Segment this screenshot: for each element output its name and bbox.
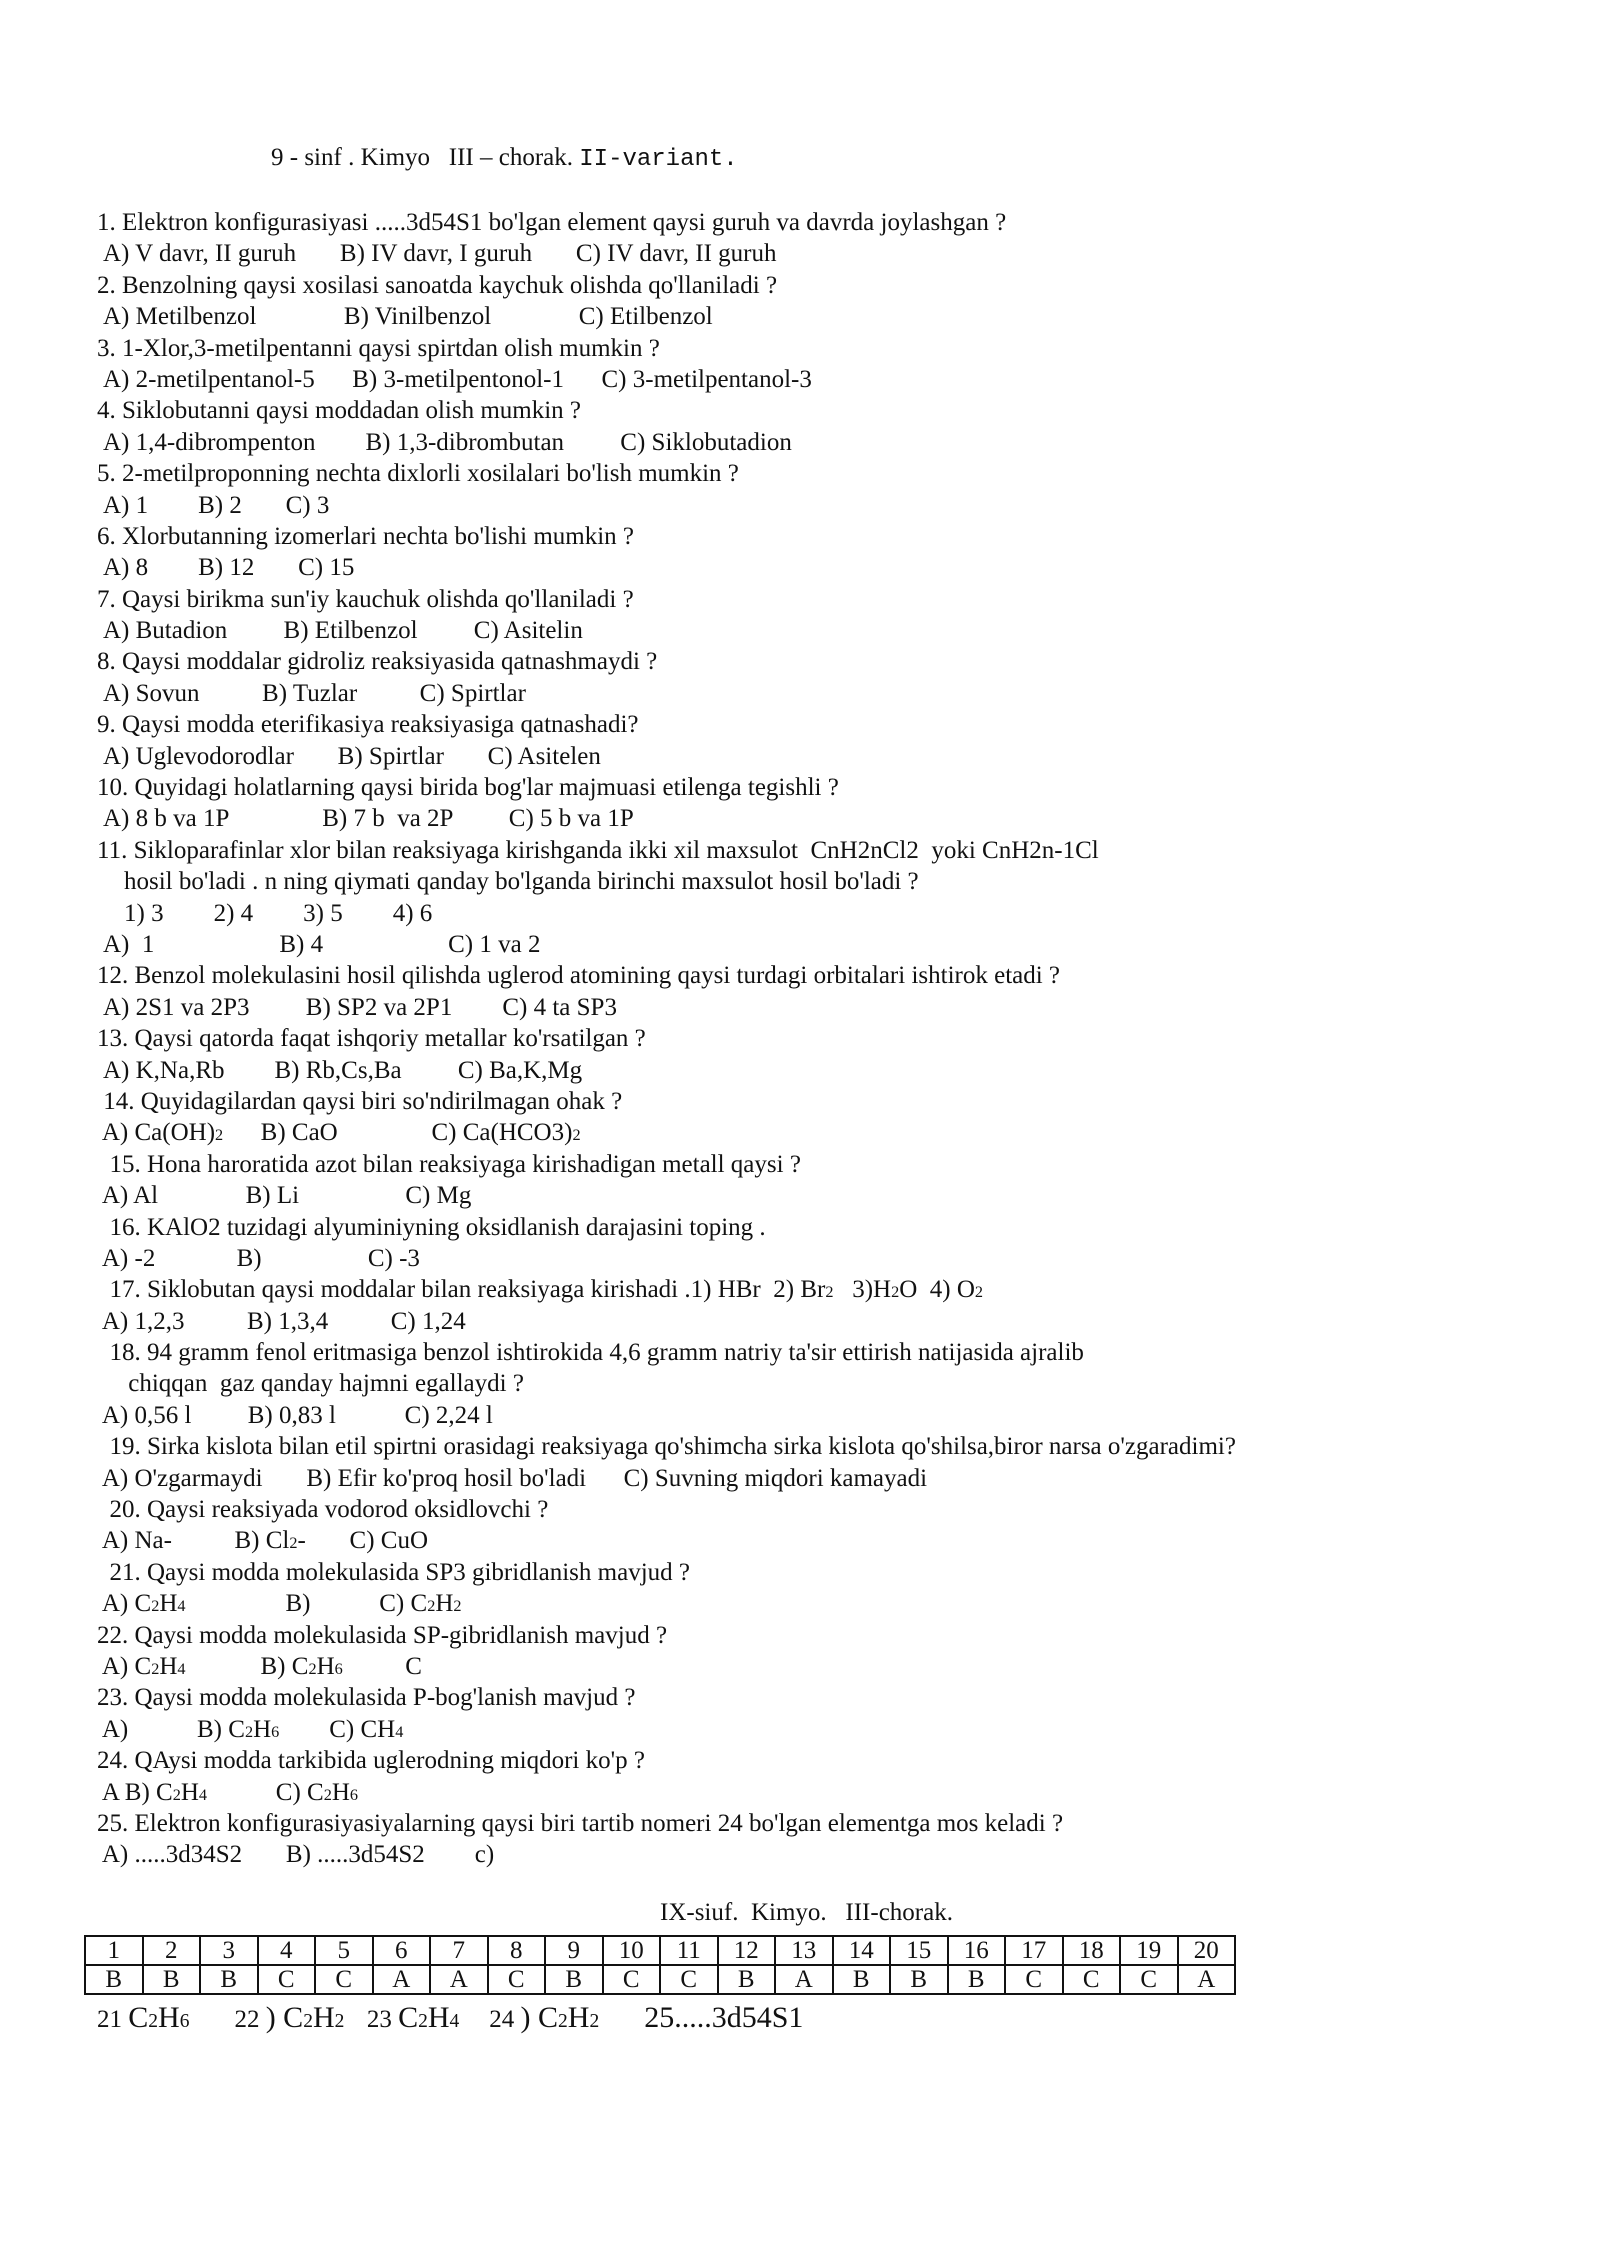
- question-continuation-line: 1) 3 2) 4 3) 5 4) 6: [124, 899, 433, 927]
- question-line: 4. Siklobutanni qaysi moddadan olish mumkin ?: [97, 397, 581, 425]
- answer-key-number-cell: 2: [143, 1936, 201, 1965]
- question-line: A) $C_2H_4$ B) C) $C_2H_2$: [97, 1590, 462, 1618]
- answer-key-number-cell: 11: [660, 1936, 718, 1965]
- page-title: [271, 142, 738, 176]
- question-line: 25. Elektron konfigurasiyasiyalarning qaysi biri tartib nomeri 24 bo'lgan elementga mos keladi ?: [97, 1809, 1064, 1837]
- question-line: 18. 94 gramm fenol eritmasiga benzol ishtirokida 4,6 gramm natriy ta'sir ettirish natijasida ajralib: [97, 1339, 1084, 1367]
- answer-key-answer-cell: A: [1178, 1965, 1236, 1994]
- answer-key-answer-cell: C: [603, 1965, 661, 1994]
- answer-key-answer-cell: B: [200, 1965, 258, 1994]
- question-line: 3. 1-Xlor,3-metilpentanni qaysi spirtdan olish mumkin ?: [97, 334, 660, 362]
- title-text: 9 - sinf . Kimyo III – chorak.: [271, 144, 574, 171]
- question-list: [97, 207, 1517, 1871]
- answer-key-number-cell: 14: [833, 1936, 891, 1965]
- answer-options-line: A) 1 B) 2 C) 3: [103, 491, 330, 519]
- answer-key-number-cell: 4: [258, 1936, 316, 1965]
- question-line: 1. Elektron konfigurasiyasi .....3d54S1 bo'lgan element qaysi guruh va davrda joylashgan ?: [97, 209, 1007, 236]
- question-line: 2. Benzolning qaysi xosilasi sanoatda kaychuk olishda qo'llaniladi ?: [97, 271, 778, 299]
- answer-options-line: A) V davr, II guruh B) IV davr, I guruh C) IV davr, II guruh: [103, 240, 777, 268]
- answer-key-answer-cell: B: [718, 1965, 776, 1994]
- answer-options-line: A) Sovun B) Tuzlar C) Spirtlar: [103, 679, 526, 707]
- answer-key-number-cell: 15: [890, 1936, 948, 1965]
- answer-options-line: A) Butadion B) Etilbenzol C) Asitelin: [103, 617, 583, 645]
- question-line: 22. Qaysi modda molekulasida SP-gibridlanish mavjud ?: [97, 1621, 668, 1649]
- answer-key-answer-cell: C: [258, 1965, 316, 1994]
- question-line: 16. KAlO2 tuzidagi alyuminiyning oksidlanish darajasini toping .: [97, 1213, 766, 1241]
- question-line: A) Na- B) $Cl_2-$ C) CuO: [97, 1527, 429, 1555]
- answer-key-numbers-row: [85, 1936, 1235, 1965]
- question-line: 24. QAysi modda tarkibida uglerodning miqdori ko'p ?: [97, 1747, 645, 1775]
- answer-key-number-cell: 19: [1120, 1936, 1178, 1965]
- question-line: 5. 2-metilproponning nechta dixlorli xosilalari bo'lish mumkin ?: [97, 460, 739, 488]
- answer-options-line: A) 1 B) 4 C) 1 va 2: [103, 930, 541, 958]
- answer-key-answer-cell: C: [1120, 1965, 1178, 1994]
- question-line: A B) $C_2H_4$ C) $C_2H_6$: [97, 1778, 359, 1806]
- answer-options-line: A) Uglevodorodlar B) Spirtlar C) Asitelen: [103, 742, 601, 770]
- answer-key-number-cell: 20: [1178, 1936, 1236, 1965]
- answer-key-answer-cell: C: [660, 1965, 718, 1994]
- question-line: 12. Benzol molekulasini hosil qilishda uglerod atomining qaysi turdagi orbitalari ishtirok etadi ?: [97, 962, 1061, 990]
- question-line: 13. Qaysi qatorda faqat ishqoriy metallar ko'rsatilgan ?: [97, 1025, 646, 1053]
- answer-options-line: A) 1,4-dibrompenton B) 1,3-dibrombutan C) Siklobutadion: [103, 428, 792, 456]
- question-line: A) -2 B) C) -3: [97, 1244, 420, 1272]
- question-line: A) Al B) Li C) Mg: [97, 1182, 472, 1210]
- answer-key-number-cell: 9: [545, 1936, 603, 1965]
- variant-label: II-variant.: [579, 146, 738, 173]
- answer-key-number-cell: 10: [603, 1936, 661, 1965]
- question-line: 21. Qaysi modda molekulasida SP3 gibridlanish mavjud ?: [97, 1558, 690, 1586]
- answer-key-answer-cell: B: [545, 1965, 603, 1994]
- question-line: 6. Xlorbutanning izomerlari nechta bo'lishi mumkin ?: [97, 522, 635, 550]
- answer-key-answers-row: [85, 1965, 1235, 1994]
- answer-options-line: A) 2-metilpentanol-5 B) 3-metilpentonol-1 C) 3-metilpentanol-3: [103, 365, 812, 393]
- question-line: 23. Qaysi modda molekulasida P-bog'lanish mavjud ?: [97, 1684, 636, 1712]
- answer-key-number-cell: 1: [85, 1936, 143, 1965]
- answer-key-answer-cell: B: [948, 1965, 1006, 1994]
- question-line: A) $C_2H_4$ B) $C_2H_6$ C: [97, 1652, 422, 1680]
- answer-key-answer-cell: A: [430, 1965, 488, 1994]
- question-continuation-line: hosil bo'ladi . n ning qiymati qanday bo'lganda birinchi maxsulot hosil bo'ladi ?: [124, 868, 919, 896]
- answer-key-number-cell: 13: [775, 1936, 833, 1965]
- question-line: 19. Sirka kislota bilan etil spirtni orasidagi reaksiyaga qo'shimcha sirka kislota qo'shilsa,biror narsa o'zgaradimi?: [97, 1433, 1236, 1461]
- answer-options-line: A) 8 B) 12 C) 15: [103, 554, 355, 582]
- question-line: 17. Siklobutan qaysi moddalar bilan reaksiyaga kirishadi .1) HBr 2) $Br_2$ $3)H_2O$ 4) $O_2$: [97, 1276, 984, 1304]
- answer-key-number-cell: 3: [200, 1936, 258, 1965]
- answer-key-answer-cell: B: [143, 1965, 201, 1994]
- question-line: 15. Hona haroratida azot bilan reaksiyaga kirishadigan metall qaysi ?: [97, 1150, 801, 1178]
- answer-key-answer-cell: B: [85, 1965, 143, 1994]
- answer-key-answer-cell: A: [775, 1965, 833, 1994]
- question-line: 11. Sikloparafinlar xlor bilan reaksiyaga kirishganda ikki xil maxsulot CnH2nCl2 yoki CnH2n-1Cl: [97, 836, 1099, 864]
- question-line: A) B) $C_2H_6$ C) $CH_4$: [97, 1715, 404, 1743]
- answer-key-number-cell: 6: [373, 1936, 431, 1965]
- question-line: A) 0,56 l B) 0,83 l C) 2,24 l: [97, 1401, 493, 1429]
- answer-key-number-cell: 12: [718, 1936, 776, 1965]
- answer-options-line: A) K,Na,Rb B) Rb,Cs,Ba C) Ba,K,Mg: [103, 1056, 583, 1084]
- answer-options-line: A) 8 b va 1P B) 7 b va 2P C) 5 b va 1P: [103, 805, 634, 833]
- answer-key-number-cell: 7: [430, 1936, 488, 1965]
- answer-key-extra: 21 $C_2H_6$ 22 ) $C_2H_2$ 23 $C_2H_4$ 24 ) $C_2H_2$ 25.....3d54S1: [97, 2001, 804, 2034]
- question-line: 7. Qaysi birikma sun'iy kauchuk olishda qo'llaniladi ?: [97, 585, 634, 613]
- question-line: A) .....3d34S2 B) .....3d54S2 c): [97, 1841, 495, 1869]
- question-line: A) O'zgarmaydi B) Efir ko'proq hosil bo'ladi C) Suvning miqdori kamayadi: [97, 1464, 928, 1492]
- question-line: A) $Ca(OH)_2$ B) CaO C) $Ca(HCO3)_2$: [97, 1119, 581, 1147]
- answer-key-table: [84, 1935, 1236, 1995]
- question-line: 10. Quyidagi holatlarning qaysi birida bog'lar majmuasi etilenga tegishli ?: [97, 774, 839, 802]
- answer-key-answer-cell: C: [315, 1965, 373, 1994]
- question-line: chiqqan gaz qanday hajmni egallaydi ?: [97, 1370, 524, 1398]
- answer-key-answer-cell: B: [890, 1965, 948, 1994]
- question-line: 20. Qaysi reaksiyada vodorod oksidlovchi ?: [97, 1496, 549, 1524]
- question-line: A) 1,2,3 B) 1,3,4 C) 1,24: [97, 1307, 466, 1335]
- answer-key-number-cell: 8: [488, 1936, 546, 1965]
- answer-key-number-cell: 17: [1005, 1936, 1063, 1965]
- question-line: 14. Quyidagilardan qaysi biri so'ndirilmagan ohak ?: [97, 1087, 623, 1115]
- answer-options-line: A) Metilbenzol B) Vinilbenzol C) Etilbenzol: [103, 303, 713, 331]
- answer-key-answer-cell: A: [373, 1965, 431, 1994]
- answer-key-number-cell: 5: [315, 1936, 373, 1965]
- answer-key-answer-cell: C: [1063, 1965, 1121, 1994]
- answer-key-number-cell: 18: [1063, 1936, 1121, 1965]
- answer-key-answer-cell: C: [488, 1965, 546, 1994]
- answer-key-number-cell: 16: [948, 1936, 1006, 1965]
- answer-key-title: IX-siuf. Kimyo. III-chorak.: [660, 1899, 953, 1926]
- answer-key-answer-cell: B: [833, 1965, 891, 1994]
- question-line: 9. Qaysi modda eterifikasiya reaksiyasiga qatnashadi?: [97, 711, 639, 739]
- question-line: 8. Qaysi moddalar gidroliz reaksiyasida qatnashmaydi ?: [97, 648, 658, 676]
- answer-key-answer-cell: C: [1005, 1965, 1063, 1994]
- answer-options-line: A) 2S1 va 2P3 B) SP2 va 2P1 C) 4 ta SP3: [103, 993, 617, 1021]
